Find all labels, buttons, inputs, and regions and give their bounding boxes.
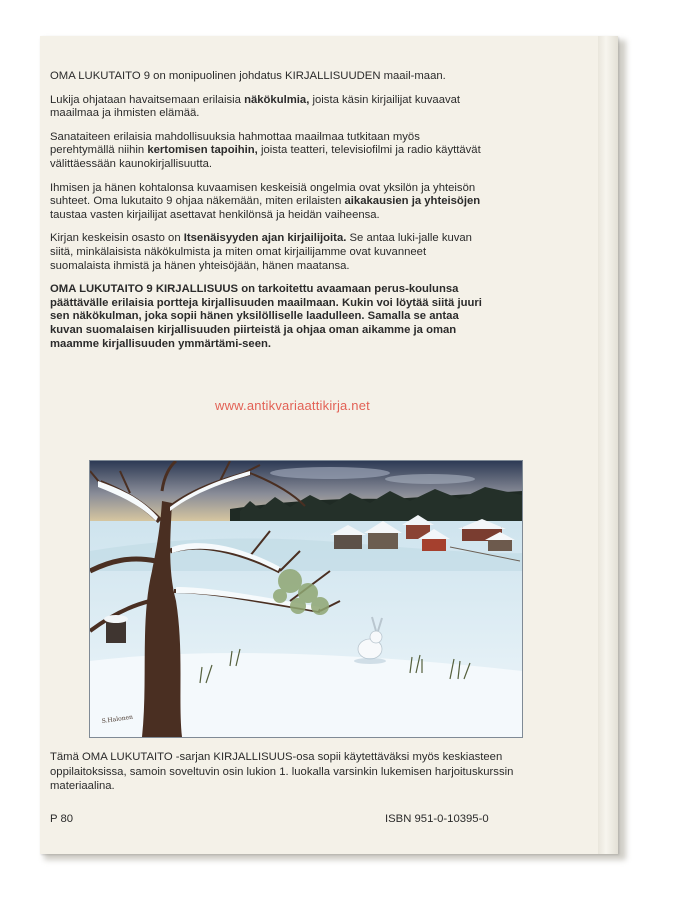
paragraph-6: OMA LUKUTAITO 9 KIRJALLISUUS on tarkoitettu avaamaan perus-koulunsa päättävälle erilaisia portteja kirjallisuuden maailmaan. Kukin voi löytää siitä juuri sen näkökulman, joka sopii hänen yksilölliselle laadulleen. Samalla se antaa kuvan suomalaisen kirjallisuuden piirteistä ja ohjaa oman aikamme ja oman maamme kirjallisuuden ymmärtämi-seen. (50, 283, 482, 350)
book-spine-edge (598, 36, 618, 854)
bottom-text: Tämä OMA LUKUTAITO -sarjan KIRJALLISUUS-osa sopii käytettäväksi myös keskiasteen oppilaitoksissa, samoin soveltuvin osin lukion 1. luokalla varsinkin lukemisen harjoituskurssin materiaalina. (50, 751, 514, 792)
paragraph-5: Kirjan keskeisin osasto on Itsenäisyyden ajan kirjailijoita. Se antaa luki-jalle kuvan siitä, minkälaisista näkökulmista ja miten omat kirjailijamme ovat kuvanneet suomalaista ihmistä ja hänen yhteisöjään, hänen maatansa. (50, 232, 472, 272)
paragraph-2: Lukija ohjataan havaitsemaan erilaisia näkökulmia, joista käsin kirjailijat kuvaavat maailmaa ja ihmisten elämää. (50, 93, 461, 120)
watermark-text: www.antikvariaattikirja.net (215, 398, 370, 413)
paragraph-3: Sanataiteen erilaisia mahdollisuuksia hahmottaa maailmaa tutkitaan myös perehtymällä niihin kertomisen tapoihin, joista teatteri, televisiofilmi ja radio käyttävät välittäessään kaunokirjallisuutta. (50, 130, 481, 170)
winter-landscape-painting (89, 460, 523, 738)
product-code: P 80 (50, 813, 74, 825)
paragraph-1: OMA LUKUTAITO 9 on monipuolinen johdatus KIRJALLISUUDEN maail-maan. (50, 70, 446, 82)
painting-signature: S.Halonen (101, 713, 134, 725)
paragraph-4: Ihmisen ja hänen kohtalonsa kuvaamisen keskeisiä ongelmia ovat yksilön ja yhteisön suhteet. Oma lukutaito 9 ohjaa näkemään, miten erilaisten aikakausien ja yhteisöjen taustaa vasten kirjailijat asettavat henkilönsä ja heidän vaiheensa. (50, 181, 481, 221)
isbn-number: ISBN 951-0-10395-0 (385, 813, 489, 825)
description-text (50, 70, 482, 361)
